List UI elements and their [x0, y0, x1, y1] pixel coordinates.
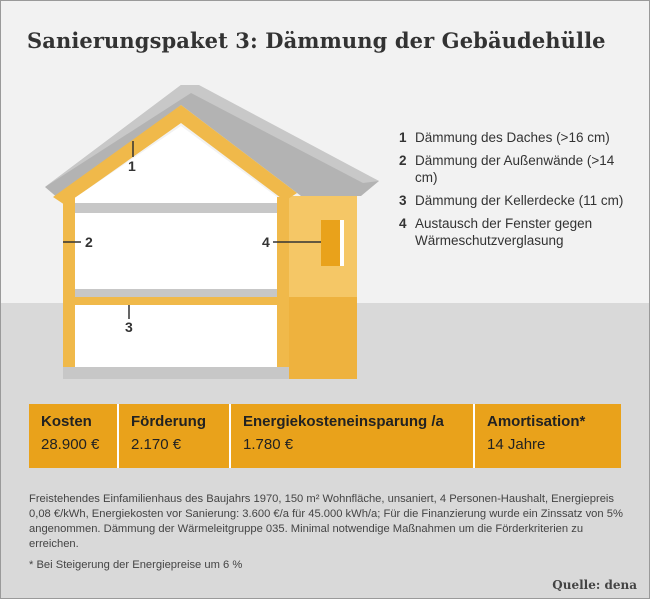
cellar-insulation [75, 297, 277, 305]
legend-text: Dämmung des Daches (>16 cm) [415, 130, 610, 145]
legend-item [399, 215, 639, 249]
page-title: Sanierungspaket 3: Dämmung der Gebäudehülle [27, 28, 606, 53]
legend-text: Austausch der Fenster gegen Wärmeschutzverglasung [415, 216, 593, 248]
footnote: Freistehendes Einfamilienhaus des Baujahrs 1970, 150 m² Wohnfläche, unsaniert, 4 Personen-Haushalt, Energiepreis 0,08 €/kWh, Energiekosten vor Sanierung: 3.600 €/a für 45.000 kWh/a; Für die Finanzierung wurde ein Zinssatz von 5% angenommen. Dämmung der Wärmeleitgruppe 035. Minimal notwendige Maßnahmen um die Förderkriterien zu erreichen. [29, 493, 623, 550]
wall-left [63, 197, 75, 379]
callout-1: 1 [128, 158, 136, 174]
legend-item [399, 152, 639, 186]
legend [399, 129, 639, 255]
wall-right [277, 197, 289, 379]
slab-ground [63, 367, 289, 379]
stat-einsparung [231, 404, 475, 468]
room-upper [75, 213, 277, 295]
callout-3: 3 [125, 319, 133, 335]
stats-bar [29, 404, 621, 468]
stat-kosten [29, 404, 119, 468]
legend-num: 1 [399, 130, 407, 145]
slab-middle [75, 289, 277, 297]
source-label: Quelle: dena [552, 578, 637, 592]
window-frame [340, 220, 344, 266]
legend-text: Dämmung der Kellerdecke (11 cm) [415, 193, 624, 208]
stat-label: Energiekosteneinsparung /a [243, 413, 444, 430]
stat-foerderung [119, 404, 231, 468]
callout-2: 2 [85, 234, 93, 250]
legend-num: 4 [399, 216, 407, 231]
legend-item [399, 192, 639, 209]
stat-value: 28.900 € [41, 436, 100, 453]
legend-item [399, 129, 639, 146]
stat-value: 14 Jahre [487, 436, 546, 453]
legend-num: 2 [399, 153, 407, 168]
stat-value: 2.170 € [131, 436, 182, 453]
room-lower [75, 305, 277, 367]
stat-label: Kosten [41, 413, 92, 430]
window [321, 220, 341, 266]
legend-num: 3 [399, 193, 407, 208]
callout-4: 4 [262, 234, 270, 250]
stat-label: Amortisation* [487, 413, 586, 430]
stat-amortisation [475, 404, 621, 468]
slab-upper [75, 203, 277, 213]
stat-label: Förderung [131, 413, 206, 430]
side-wall-shadow [285, 297, 357, 379]
asterisk-note: * Bei Steigerung der Energiepreise um 6 % [29, 559, 243, 571]
legend-text: Dämmung der Außenwände (>14 cm) [415, 153, 615, 185]
stat-value: 1.780 € [243, 436, 294, 453]
